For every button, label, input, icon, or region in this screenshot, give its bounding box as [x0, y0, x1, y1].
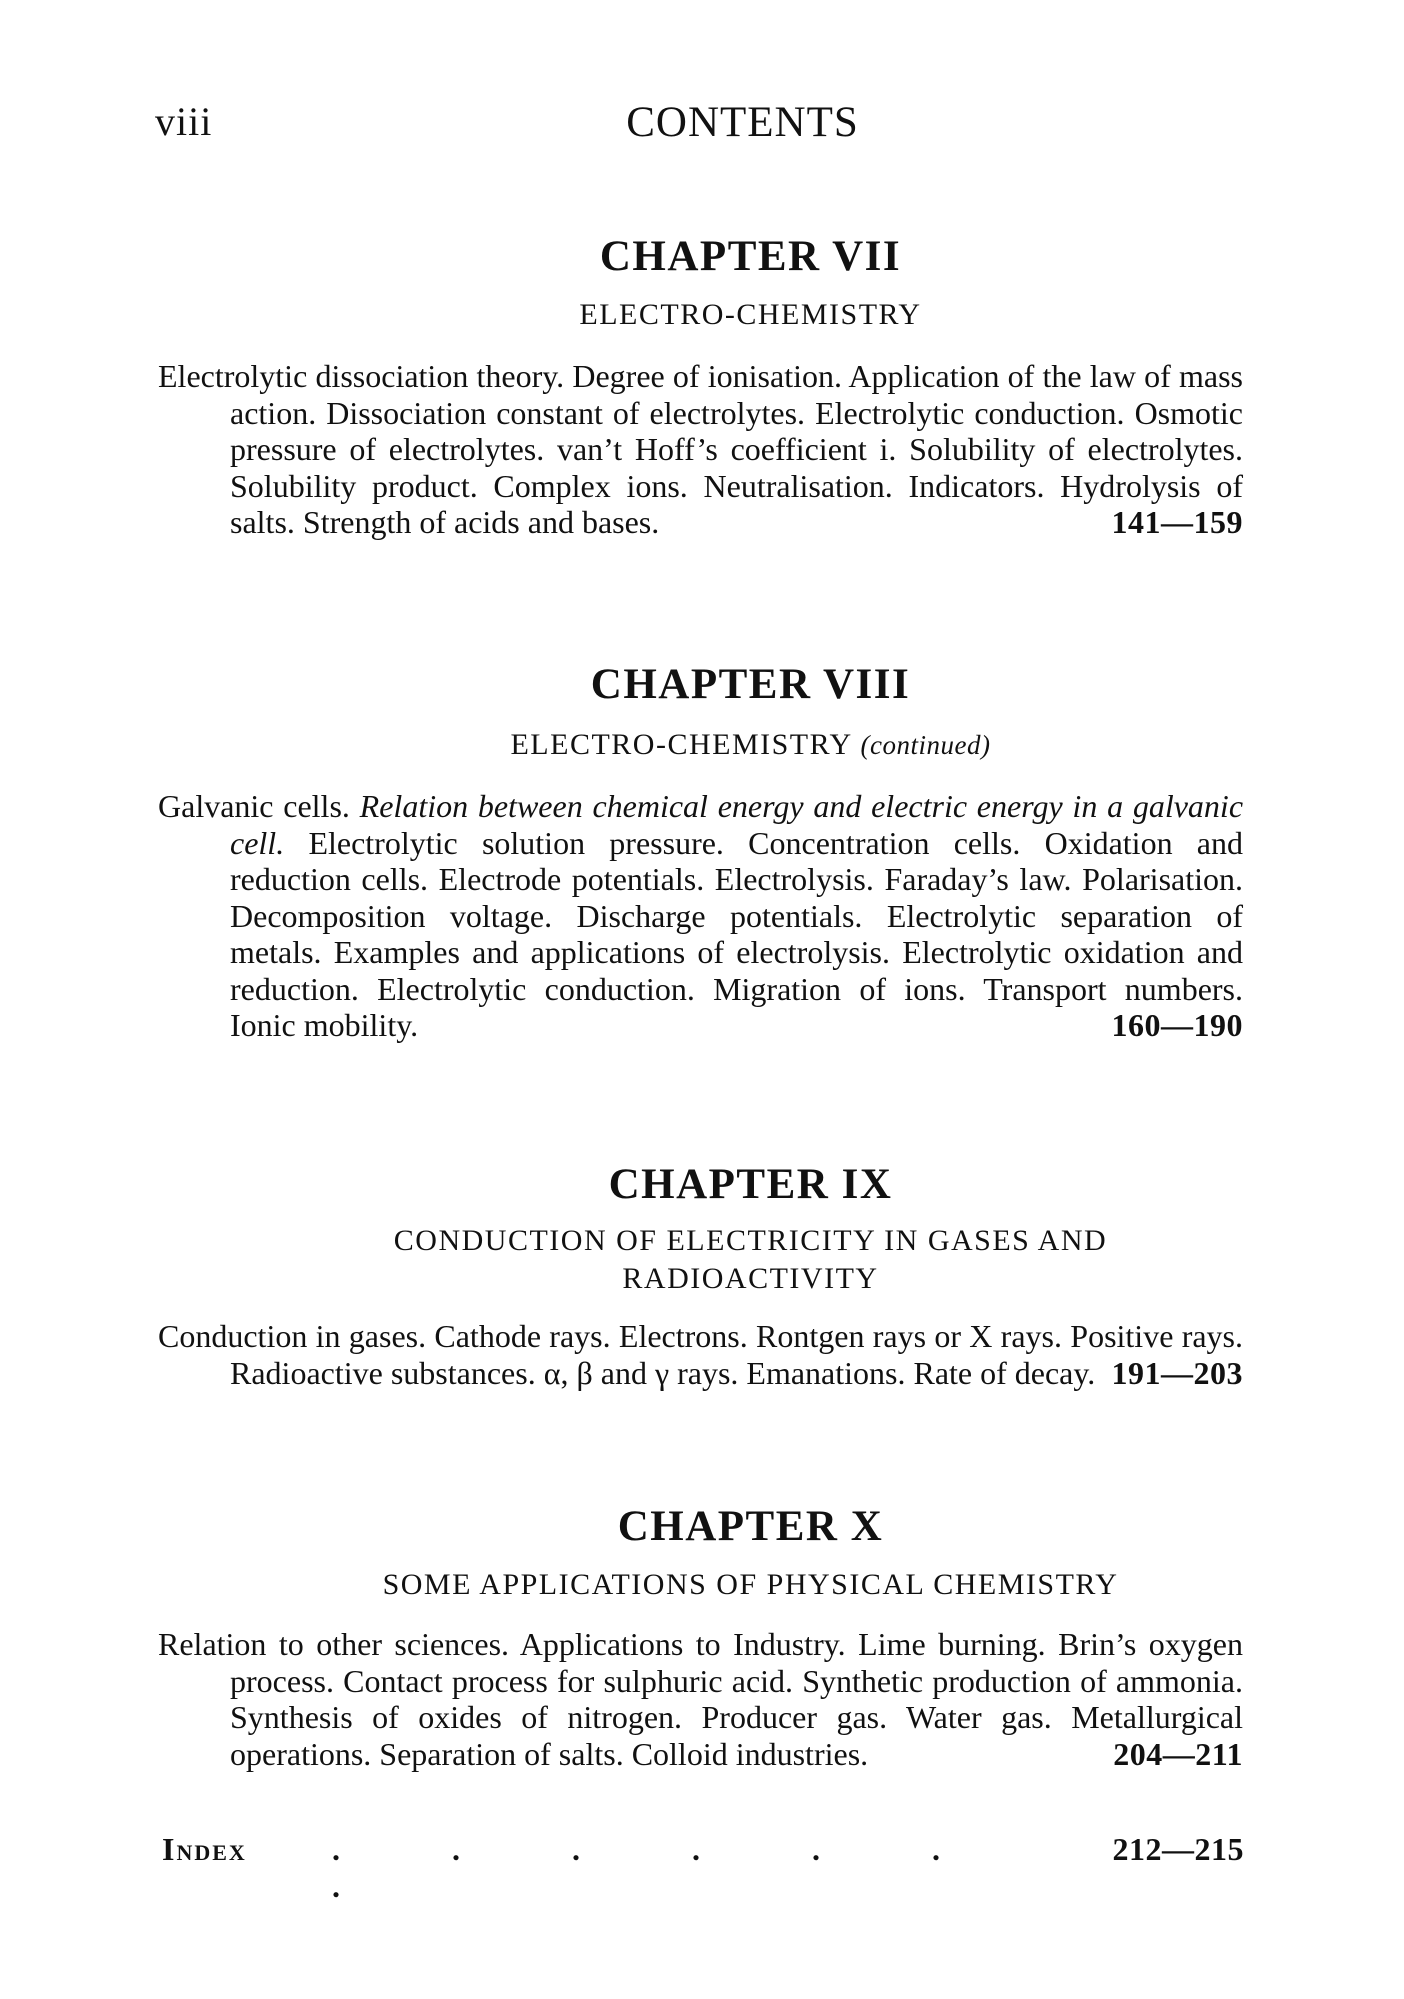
chapter-subtitle: SOME APPLICATIONS OF PHYSICAL CHEMISTRY	[382, 1568, 1119, 1601]
chapter-ix-entry	[158, 1160, 1243, 1391]
chapter-title: CHAPTER VII	[599, 233, 902, 280]
chapter-summary	[158, 1318, 1243, 1391]
chapter-title: CHAPTER IX	[608, 1161, 893, 1208]
page-title: CONTENTS	[626, 99, 859, 146]
chapter-summary-text: Electrolytic dissociation theory. Degree of ionisation. Application of the law of mass action. Dissociation constant of electrolytes. Electrolytic conduction. Osmotic pressure of electrolytes. van’t Hoff’s coefficient i. Solubility of electrolytes. Solubility product. Complex ions. Neutralisation. Indicators. Hydrolysis of salts. Strength of acids and bases.	[158, 358, 1243, 540]
index-entry	[162, 1831, 1244, 1904]
chapter-title: CHAPTER X	[617, 1503, 884, 1550]
chapter-summary-text: Electrolytic solution pressure. Concentration cells. Oxidation and reduction cells. Electrode potentials. Electrolysis. Faraday’s law. Polarisation. Decomposition voltage. Discharge potentials. Electrolytic separation of metals. Examples and applications of electrolysis. Electrolytic oxidation and reduction. Electrolytic conduction. Migration of ions. Transport numbers. Ionic mobility.	[230, 824, 1244, 1043]
chapter-title: CHAPTER VIII	[590, 661, 911, 708]
chapter-x-entry	[158, 1502, 1243, 1772]
index-leader-dots: . . . . . . .	[332, 1831, 992, 1904]
chapter-summary	[158, 1626, 1243, 1772]
chapter-vii-entry	[158, 232, 1243, 541]
chapter-summary-text: Conduction in gases. Cathode rays. Electrons. Rontgen rays or X rays. Positive rays. Radioactive substances. α, β and γ rays. Emanations. Rate of decay.	[158, 1318, 1243, 1391]
chapter-viii-entry	[158, 660, 1243, 1044]
page-range: 141—159	[1111, 504, 1243, 540]
index-label: Index	[162, 1831, 247, 1867]
chapter-subtitle	[158, 726, 1243, 764]
chapter-summary	[158, 358, 1243, 541]
chapter-summary	[158, 788, 1243, 1044]
page-number: viii	[155, 99, 213, 144]
page-range: 204—211	[1113, 1735, 1243, 1772]
page-range: 160—190	[1111, 1007, 1243, 1043]
index-page-range: 212—215	[1112, 1831, 1244, 1867]
chapter-summary-text: Relation to other sciences. Applications to Industry. Lime burning. Brin’s oxygen process. Contact process for sulphuric acid. Synthetic production of ammonia. Synthesis of oxides of nitrogen. Producer gas. Water gas. Metallurgical operations. Separation of salts. Colloid industries.	[158, 1626, 1243, 1772]
chapter-subtitle-text: ELECTRO-CHEMISTRY	[510, 728, 852, 761]
chapter-summary-italic: Relation between chemical energy and electric energy in a galvanic cell.	[230, 788, 1244, 861]
page-range: 191—203	[1111, 1354, 1243, 1391]
chapter-summary-lead: Galvanic cells.	[158, 788, 350, 824]
chapter-subtitle-note: (continued)	[860, 730, 991, 760]
chapter-subtitle: CONDUCTION OF ELECTRICITY IN GASES AND	[393, 1224, 1108, 1257]
chapter-subtitle-line-2: RADIOACTIVITY	[622, 1262, 879, 1295]
chapter-subtitle: ELECTRO-CHEMISTRY	[579, 298, 922, 331]
running-head	[155, 98, 1240, 158]
